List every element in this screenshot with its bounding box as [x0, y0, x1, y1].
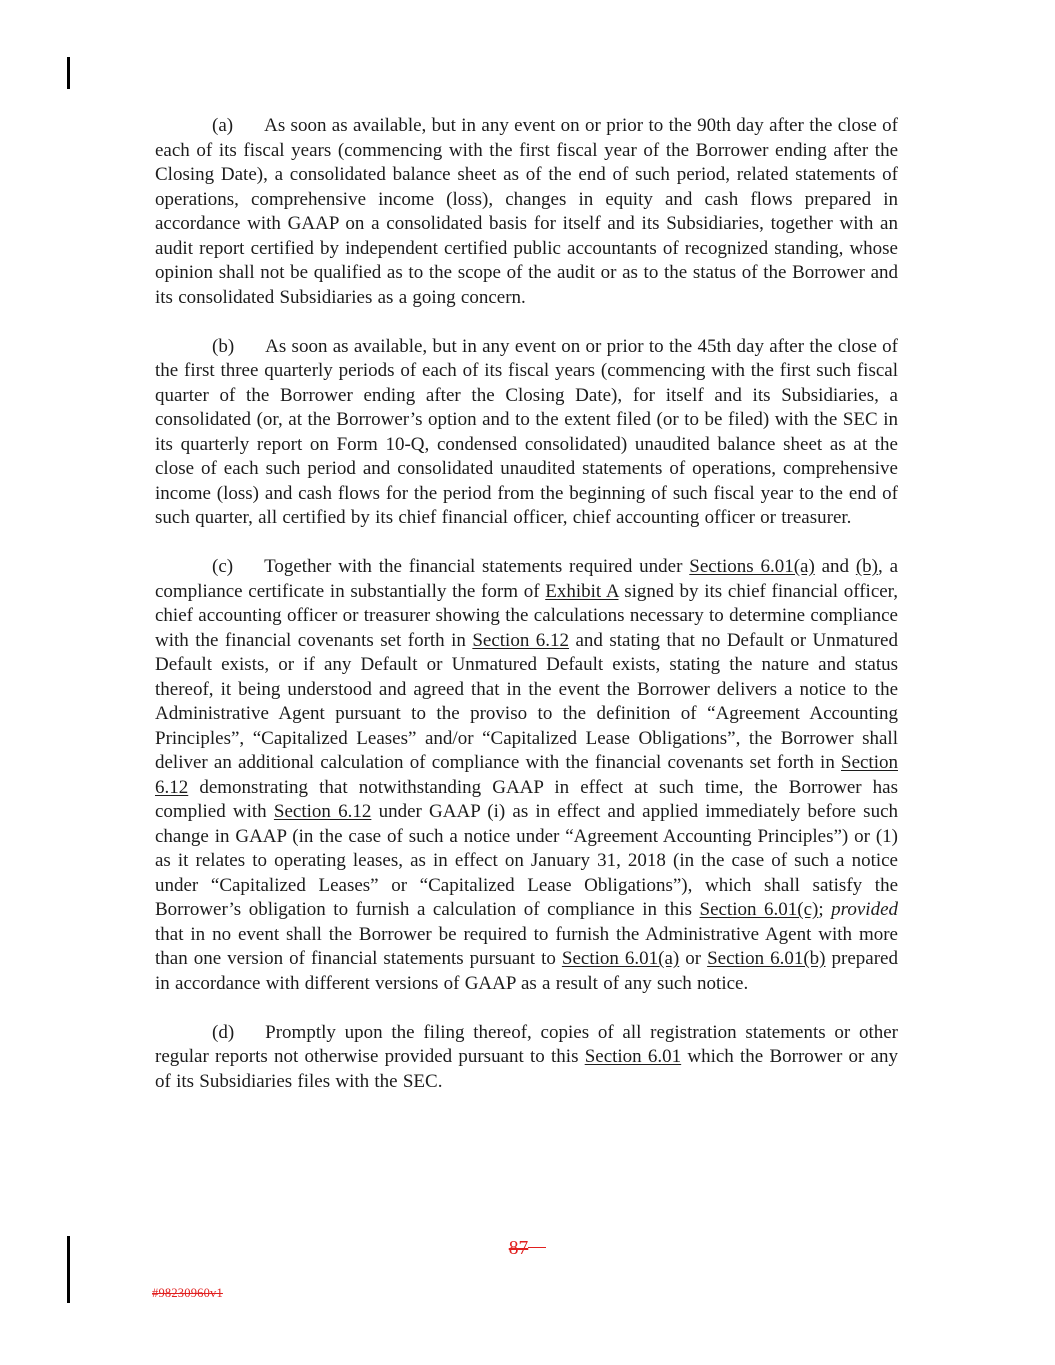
section-reference: Exhibit A — [545, 580, 619, 602]
strike-extension — [528, 1247, 546, 1249]
paragraph-label: (c) — [212, 556, 234, 577]
paragraph-text: As soon as available, but in any event on or prior to the 45th day after the close of the first three quarterly periods of each of its fiscal years (commencing with the first such fiscal quarter of the Borrower ending after the Closing Date), for itself and its Subsidiaries, a consolidated (or, at the Borrower’s option and to the extent filed (or to be filed) with the SEC in its quarterly report on Form 10-Q, condensed consolidated) unaudited balance sheet as at the close of each such period and consolidated unaudited statements of operations, comprehensive income (loss) and cash flows for the period from the beginning of such fiscal year to the end of such quarter, all certified by its chief financial officer, chief accounting officer or treasurer. — [155, 335, 898, 528]
paragraph-text: demonstrating that notwithstanding GAAP in effect at such time, the Borrower has complied with — [155, 776, 898, 822]
paragraph-d — [155, 1021, 898, 1095]
section-reference: (b) — [855, 556, 879, 577]
paragraph-text: that in no event shall the Borrower be required to furnish the Administrative Agent with more than one version of financial statements pursuant to — [155, 923, 898, 969]
paragraph-text: and — [814, 556, 856, 577]
italic-term: provided — [831, 899, 899, 920]
paragraph-text: ; — [818, 899, 832, 920]
section-reference: Section 6.12 — [155, 752, 898, 798]
paragraph-text: which the Borrower or any of its Subsidiaries files with the SEC. — [155, 1046, 898, 1092]
section-reference: Section 6.01(a) — [561, 948, 680, 969]
section-reference: Section 6.12 — [472, 629, 570, 651]
revision-change-bar-top — [67, 57, 70, 89]
paragraph-b — [155, 335, 898, 531]
document-id-stamp: #98230960v1 — [152, 1286, 223, 1300]
paragraph-label: (a) — [212, 115, 234, 136]
paragraph-text: prepared in accordance with different versions of GAAP as a result of any such notice. — [155, 948, 898, 994]
section-reference: Section 6.01 — [584, 1046, 682, 1067]
paragraph-label: (b) — [212, 335, 235, 357]
section-reference: Section 6.01(c) — [699, 899, 819, 920]
section-reference: Section 6.01(b) — [707, 948, 826, 969]
paragraph-text: , a compliance certificate in substantially the form of — [155, 556, 899, 602]
page-number — [0, 1237, 1055, 1261]
paragraph-text: Together with the financial statements required under — [264, 556, 690, 577]
paragraph-c — [155, 555, 898, 996]
paragraph-text: or — [679, 948, 708, 969]
section-reference: Section 6.12 — [273, 801, 372, 822]
paragraph-text: Promptly upon the filing thereof, copies of all registration statements or other regular reports not otherwise provided pursuant to this — [155, 1021, 898, 1067]
paragraph-text: As soon as available, but in any event on or prior to the 90th day after the close of each of its fiscal years (commencing with the first fiscal year of the Borrower ending after the Closing Date), a consolidated balance sheet as of the end of such period, related statements of operations, comprehensive income (loss), changes in equity and cash flows prepared in accordance with GAAP on a consolidated basis for itself and its Subsidiaries, together with an audit report certified by independent certified public accountants of recognized standing, whose opinion shall not be qualified as to the scope of the audit or as to the status of the Borrower and its consolidated Subsidiaries as a going concern. — [155, 115, 898, 308]
paragraph-label: (d) — [212, 1021, 235, 1043]
paragraph-text: signed by its chief financial officer, chief accounting officer or treasurer showing the calculations necessary to determine compliance with the financial covenants set forth in — [155, 580, 898, 651]
document-body — [155, 114, 898, 1094]
paragraph-text: under GAAP (i) as in effect and applied immediately before such change in GAAP (in the case of such a notice under “Agreement Accounting Principles”) or (1) as it relates to operating leases, as in effect on January 31, 2018 (in the case of such a notice under “Capitalized Leases” or “Capitalized Lease Obligations”), which shall satisfy the Borrower’s obligation to furnish a calculation of compliance in this — [155, 801, 899, 920]
section-reference: Sections 6.01(a) — [689, 556, 815, 577]
page-number-text: 87 — [508, 1238, 529, 1259]
paragraph-text: and stating that no Default or Unmatured Default exists, or if any Default or Unmatured Default exists, stating the nature and status thereof, it being understood and agreed that in the event the Borrower delivers a notice to the Administrative Agent pursuant to the proviso to the definition of “Agreement Accounting Principles”, “Capitalized Leases” and/or “Capitalized Lease Obligations”, the Borrower shall deliver an additional calculation of compliance with the financial covenants set forth in — [155, 629, 898, 773]
paragraph-a — [155, 114, 898, 310]
